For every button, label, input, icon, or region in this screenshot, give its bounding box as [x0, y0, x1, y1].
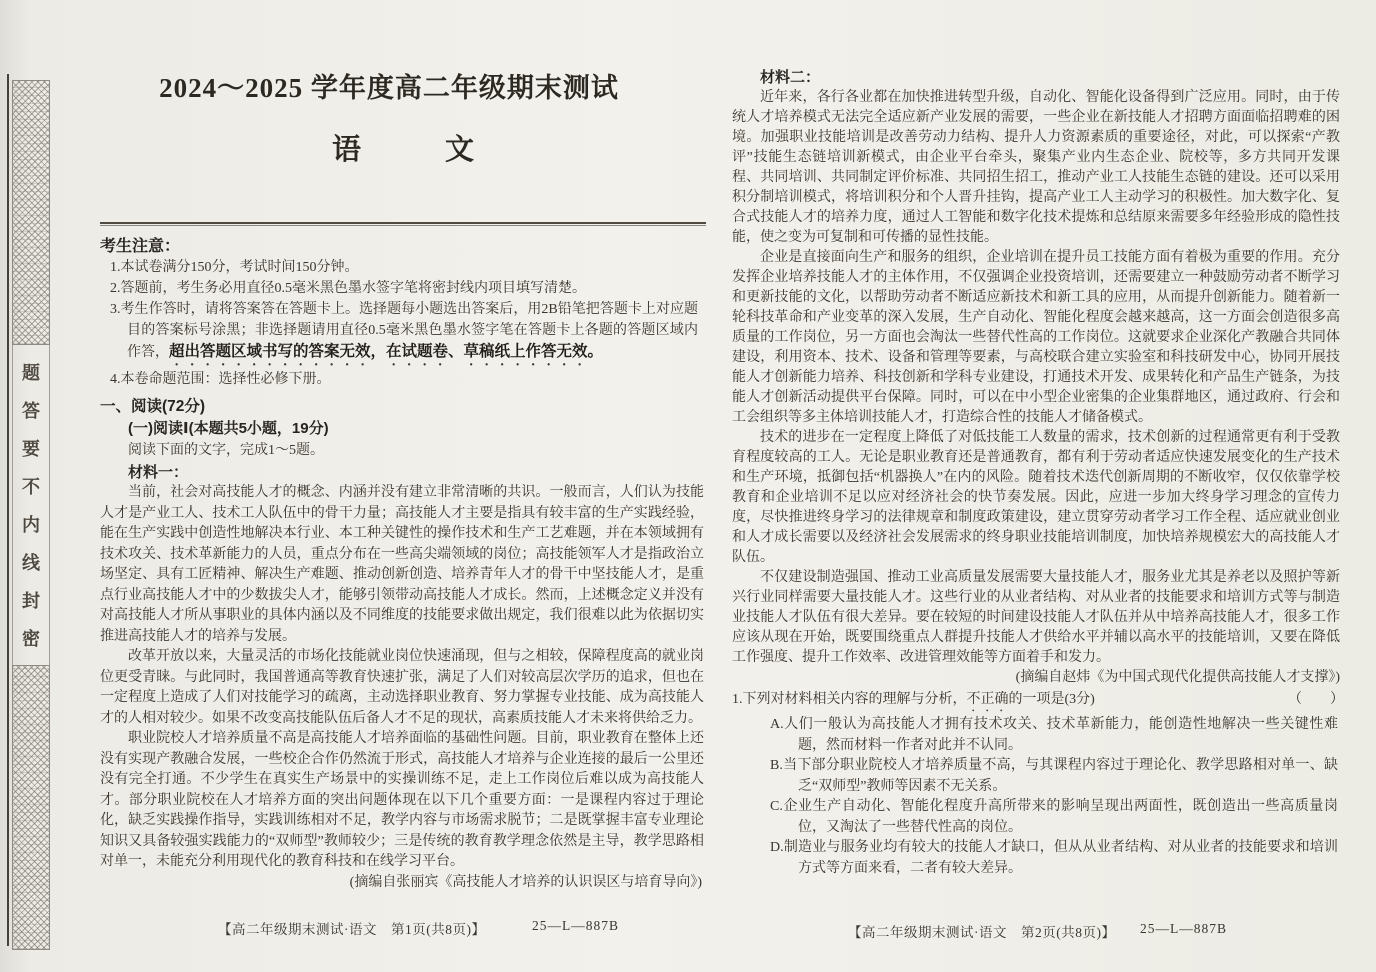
- subsection-heading-reading-1: (一)阅读Ⅰ(本题共5小题，19分): [128, 420, 329, 437]
- choice-text: 制造业与服务业均有较大的技能人才缺口，但从从业者结构、对从业者的技能要求和培训方式等方面来看，二者有较大差异。: [783, 840, 1338, 876]
- notice-item-1: [110, 257, 698, 278]
- question-1-emphasized-word: 不正确: [966, 692, 1009, 707]
- seal-char: 封: [22, 591, 40, 611]
- subject-title: [100, 132, 706, 168]
- question-1-choice-b: [732, 756, 1338, 797]
- page-1: [100, 60, 706, 960]
- question-1-choice-c: [732, 797, 1338, 838]
- seal-strip-pattern-bottom: [12, 665, 50, 950]
- seal-char: 内: [22, 515, 40, 535]
- exam-title: 2024～2025 学年度高二年级期末测试: [159, 73, 619, 103]
- material-1-paragraph: 改革开放以来，大量灵活的市场化技能就业岗位快速涌现，但与之相较，保障程度高的就业岗位更受青睐。与此同时，我国普通高等教育快速扩张，满足了人们对较高层次学历的追求，但也在一定程度上造成了人们对技能学习的疏离，主动选择职业教育、努力掌握专业技能、成为高技能人才的人相对较少。如果不改变高技能队伍后备人才不足的现状，高素质技能人才未来将供给乏力。: [100, 649, 704, 726]
- seal-strip-pattern-top: [12, 80, 50, 345]
- notice-item-number: 3.: [110, 302, 121, 317]
- notice-list: [110, 257, 698, 390]
- notice-item-emphasized-text: 超出答题区域书写的答案无效，在试题卷、草稿纸上作答无效。: [169, 343, 604, 360]
- seal-char: 线: [22, 553, 40, 573]
- notice-heading: 考生注意：: [100, 238, 181, 255]
- notice-item-number: 4.: [110, 372, 121, 387]
- footer-page-label: 【高二年级期末测试·语文 第2页(共8页)】: [848, 925, 1116, 940]
- choice-label: D.: [770, 840, 784, 855]
- question-1-choice-a: [732, 715, 1338, 756]
- material-2-paragraph: 企业是直接面向生产和服务的组织，企业培训在提升员工技能方面有着极为重要的作用。充分发挥企业培养技能人才的主体作用，不仅强调企业投资培训，还需要建立一种鼓励劳动者不断学习和更新技能的文化，以帮助劳动者不断适应新技术和新工具的应用，从而提升创新能力。随着新一轮科技革命和产业变革的深入发展，生产自动化、智能化程度会越来越高，这一方面会创造很多高质量的工作岗位，另一方面也会淘汰一些替代性高的工作岗位。这就要求企业深化产教融合共同体建设，利用资本、技术、设备和管理等要素，与高校联合建立实验室和科技研发中心，协同开展技能人才创新能力培养、科技创新和学科专业建设，打通技术开发、成果转化和产品生产链条，为技能人才创新活动提供平台保障。同时，可以在中小型企业密集的企业集群地区，通过政府、行会和工会组织等多主体培训技能人才，打造综合性的技能人才储备模式。: [732, 250, 1340, 425]
- seal-char: 答: [22, 401, 40, 421]
- material-2-paragraph: 技术的进步在一定程度上降低了对低技能工人数量的需求，技术创新的过程通常更有利于受教育程度较高的工人。无论是职业教育还是普通教育，都有利于劳动者适应快速发展变化的生产技术和生产环境，抵御包括“机器换人”在内的风险。随着技术迭代创新周期的不断收窄，仅仅依靠学校教育和企业培训不足以应对经济社会的快节奏发展。因此，应进一步加大终身学习理念的宣传力度，尽快推进终身学习的法律规章和制度政策建设，建立贯穿劳动者学习工作全程、适应就业创业和人才成长需要以及经济社会发展需求的终身职业技能培训制度，加快培养规模宏大的高技能人才队伍。: [732, 430, 1340, 565]
- seal-char: 密: [22, 629, 40, 649]
- material-2-source: (摘编自赵炜《为中国式现代化提供高技能人才支撑》): [1015, 670, 1340, 685]
- material-1-source: (摘编自张丽宾《高技能人才培养的认识误区与培育导向》): [349, 874, 702, 890]
- notice-item-text: 考生作答时，请将答案答在答题卡上。选择题每小题选出答案后，用2B铅笔把答题卡上对应题目的答案标号涂黑；非选择题请用直径0.5毫米黑色墨水签字笔在答题卡上各题的答题区域内作答，: [120, 302, 698, 360]
- seal-strip-text: [12, 345, 50, 665]
- notice-item-number: 1.: [110, 260, 121, 275]
- choice-text: 当下部分职业院校人才培养质量不高，与其课程内容过于理论化、教学思路相对单一、缺乏“双师型”教师等因素不无关系。: [782, 758, 1338, 794]
- material-1-paragraph: 当前，社会对高技能人才的概念、内涵并没有建立非常清晰的共识。一般而言，人们认为技能人才是产业工人、技术工人队伍中的骨干力量；高技能人才主要是指具有较丰富的生产实践经验，能在生产实践中创造性地解决本行业、本工种关键性的操作技术和生产工艺难题，并在本领域拥有技术攻关、技术革新能力的人员，重点分布在一些高尖端领域的岗位；高技能领军人才是指政治立场坚定、具有工匠精神、解决生产难题、推动创新创造、培养青年人才的骨干中坚技能人才，是重点行业高技能人才中的少数拔尖人才，能够引领带动高技能人才成长。然而，上述概念定义并没有对高技能人才所从事职业的具体内涵以及不同维度的技能要求做出规定，我们很难以此为依据切实推进高技能人才的培养与发展。: [100, 485, 704, 644]
- notice-item-text: 答题前，考生务必用直径0.5毫米黑色墨水签字笔将密封线内项目填写清楚。: [120, 281, 586, 296]
- notice-item-2: [110, 278, 698, 299]
- question-1-stem-text: 的一项是(3分): [1008, 692, 1095, 707]
- footer-page-label: 【高二年级期末测试·语文 第1页(共8页)】: [218, 922, 486, 937]
- material-2-paragraph: 近年来，各行各业都在加快推进转型升级，自动化、智能化设备得到广泛应用。同时，由于传统人才培养模式无法完全适应新产业发展的需要，一些企业在新技能人才招聘方面面临招聘难的困境。加强职业技能培训是改善劳动力结构、提升人力资源素质的重要途径，对此，可以探索“产教评”技能生态链培训新模式，由企业平台牵头，聚集产业内生态企业、院校等，多方共同开发课程、共同培训、共同制定评价标准、共同招生招工，推动产业工人技能生态链的建设。还可以采用积分制培训模式，将培训积分和个人晋升挂钩，提高产业工人主动学习的积极性。加大数字化、复合式技能人才的培养力度，通过人工智能和数字化技术提炼和总结原来需要多年经验形成的隐性技能，使之变为可复制和可传播的显性技能。: [732, 90, 1340, 245]
- seal-strip: [12, 80, 50, 950]
- subject-char: 语: [331, 134, 361, 166]
- choice-label: C.: [770, 799, 783, 814]
- notice-item-4: [110, 369, 698, 390]
- seal-char: 不: [22, 477, 40, 497]
- choice-text: 企业生产自动化、智能化程度升高所带来的影响呈现出两面性，既创造出一些高质量岗位，又淘汰了一些替代性高的岗位。: [782, 799, 1338, 835]
- notice-item-number: 2.: [110, 281, 121, 296]
- seal-margin-line: [7, 74, 9, 946]
- notice-item-text: 本卷命题范围：选择性必修下册。: [120, 372, 331, 387]
- notice-item-text: 本试卷满分150分，考试时间150分钟。: [120, 260, 359, 275]
- footer-paper-code: 25—L—887B: [1140, 921, 1228, 936]
- question-1-choice-d: [732, 838, 1338, 879]
- divider-line: [100, 222, 706, 226]
- page-2: [732, 55, 1344, 960]
- material-1-paragraph: 职业院校人才培养质量不高是高技能人才培养面临的基础性问题。目前，职业教育在整体上还没有实现产教融合发展，一些校企合作仍然流于形式，高技能人才培养与企业连接的最后一公里还没有完全打通。不少学生在真实生产场景中的实操训练不足，走上工作岗位后难以成为高技能人才。部分职业院校在人才培养方面的突出问题体现在以下几个重要方面：一是课程内容过于理论化，缺乏实践操作指导，实践训练相对不足，教学内容与市场需求脱节；二是既掌握丰富专业理论知识又具备较强实践能力的“双师型”教师较少；三是传统的教育教学理念依然是主导，教学思路相对单一，未能充分利用现代化的教育科技和在线学习平台。: [100, 731, 704, 869]
- question-1-stem: [732, 689, 1344, 715]
- material-2-label: 材料二：: [760, 69, 821, 86]
- subject-char: 文: [445, 134, 475, 166]
- footer-paper-code: 25—L—887B: [532, 918, 620, 933]
- notice-item-3: [110, 299, 698, 369]
- section-heading-reading: 一、阅读(72分): [100, 398, 206, 415]
- reading-instruction: 阅读下面的文字，完成1～5题。: [128, 443, 324, 458]
- question-1-stem-text: 1.下列对材料相关内容的理解与分析，: [732, 692, 967, 707]
- choice-label: B.: [770, 758, 783, 773]
- material-1-label: 材料一：: [128, 464, 189, 481]
- answer-bracket: （ ）: [1288, 692, 1344, 707]
- seal-char: 要: [22, 439, 40, 459]
- material-2-paragraph: 不仅建设制造强国、推动工业高质量发展需要大量技能人才，服务业尤其是养老以及照护等新兴行业同样需要大量技能人才。这些行业的从业者结构、对从业者的技能要求和培训方式等与制造业技能人才队伍有很大差异。要在较短的时间建设技能人才队伍并从中培养高技能人才，很多工作应该从现在开始，既要围绕重点人群提升技能人才供给水平并辅以高水平的技能培训，又要在降低工作强度、提升工作效率、改进管理效能等方面着手和发力。: [732, 570, 1340, 665]
- seal-char: 题: [22, 363, 40, 383]
- choice-text: 人们一般认为高技能人才拥有技术攻关、技术革新能力，能创造性地解决一些关键性难题，然而材料一作者对此并不认同。: [783, 717, 1338, 753]
- choice-label: A.: [770, 717, 784, 732]
